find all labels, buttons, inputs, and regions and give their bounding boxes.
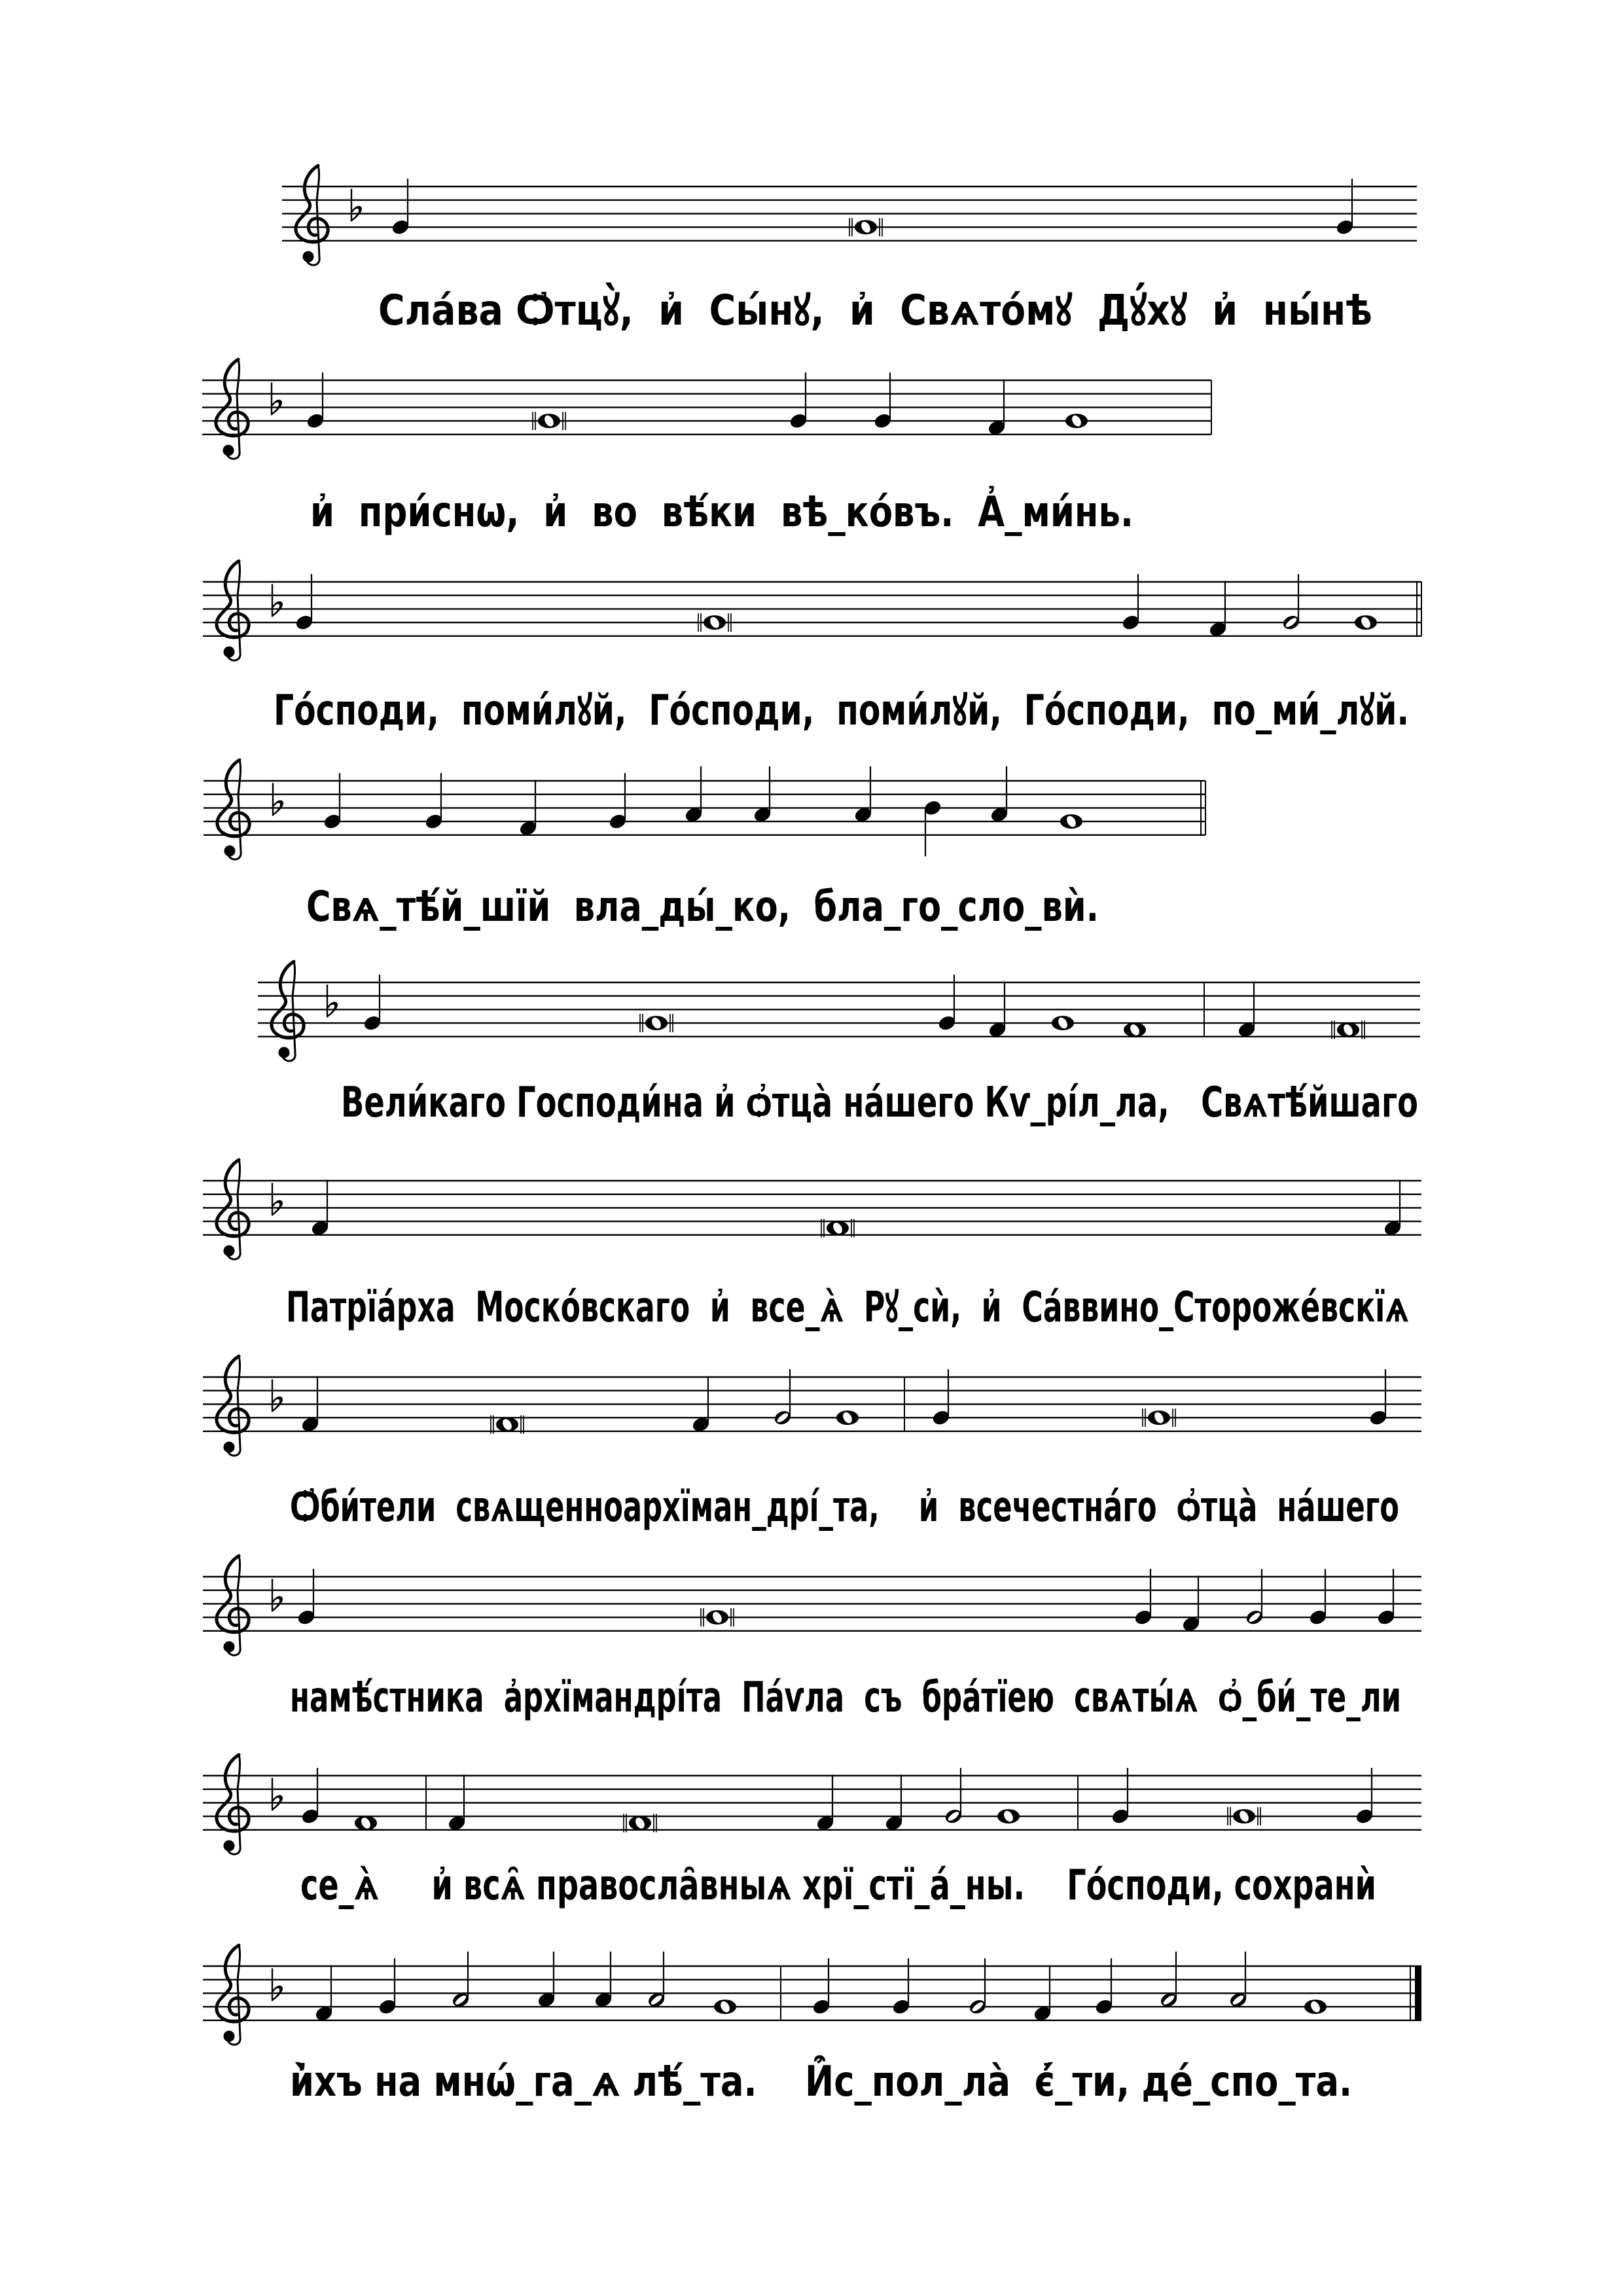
note-quarter-G4 [1368, 1369, 1389, 1427]
lyric-line-10: и҆̀хъ на мнѡ́_га_ѧ лѣ́_та. И҆̑с_пол_ла̀ є҆́_ти, де́_спо_та. [290, 2058, 1352, 2106]
staff [203, 582, 1421, 636]
system-6 [203, 1160, 1421, 1259]
staff [203, 1181, 1421, 1235]
note-whole-G4 [1060, 814, 1082, 829]
lyric-line-2: и҆ при́снѡ, и҆ во вѣ́ки вѣ_ко́въ. А҆_ми́нь. [310, 488, 1133, 537]
note-quarter-G4 [300, 1768, 321, 1825]
note-quarter-G4 [1376, 1569, 1397, 1626]
staff [202, 380, 1211, 435]
system-7 [203, 1356, 1421, 1456]
note-whole-F4 [355, 1816, 377, 1830]
final-barline-thick [1415, 1965, 1421, 2021]
note-quarter-G4 [812, 1958, 832, 2016]
system-9 [203, 1755, 1421, 1854]
system-10 [203, 1945, 1421, 2045]
flat-icon [327, 984, 338, 1017]
treble-clef-icon [296, 166, 328, 265]
note-quarter-G4 [937, 975, 957, 1032]
note-quarter-G4 [323, 773, 343, 831]
treble-clef-icon [217, 1356, 249, 1456]
note-quarter-G4 [1335, 179, 1355, 236]
note-quarter-G4 [873, 372, 893, 430]
note-whole-G4 [1065, 414, 1088, 428]
note-quarter-G4 [608, 773, 628, 831]
system-8 [203, 1556, 1421, 1655]
lyric-line-4: Свѧ_тѣ́й_шїй вла_ды́_ко, бла_го_сло_вѝ. [306, 883, 1099, 931]
flat-icon [272, 1968, 283, 2001]
system-4 [204, 760, 1205, 859]
system-3 [203, 561, 1421, 660]
note-quarter-G4 [789, 372, 809, 430]
note-quarter-G4 [378, 1958, 398, 2016]
treble-clef-icon [217, 760, 249, 859]
note-half-G4 [1281, 574, 1302, 632]
lyric-line-3: Го́споди, поми́лꙋй, Го́споди, поми́лꙋй, Го́споди, по_ми́_лꙋй. [274, 687, 1409, 735]
note-whole-G4 [714, 2000, 736, 2014]
flat-icon [272, 1579, 283, 1611]
flat-icon [272, 584, 283, 617]
note-quarter-G4 [294, 574, 315, 632]
treble-clef-icon [217, 561, 249, 660]
note-quarter-G4 [1308, 1569, 1329, 1626]
note-quarter-G4 [1094, 1958, 1115, 2016]
lyric-line-9: се_ѧ̀ и҆ всѧ̑ правосла̑вныѧ хрї_стї_а́_ны. Го́споди, сохранѝ [300, 1861, 1376, 1910]
system-5 [258, 961, 1420, 1061]
note-quarter-G4 [1111, 1768, 1131, 1825]
note-quarter-G4 [363, 975, 383, 1032]
treble-clef-icon [216, 359, 248, 459]
note-quarter-G4 [931, 1369, 952, 1427]
lyric-line-5: Вели́каго Господи́на и҆ ѻ҆тца̀ на́шего Кѵ_рі́л_ла, Свѧтѣ́йшаго [341, 1079, 1418, 1127]
system-1 [282, 166, 1417, 265]
lyric-line-1: Сла́ва Ѻ҆тцꙋ̀, и҆ Сы́нꙋ, и҆ Свѧто́мꙋ Дꙋ́хꙋ и҆ ны́нѣ [378, 287, 1372, 335]
note-half-G4 [968, 1958, 988, 2016]
note-quarter-G4 [391, 179, 411, 236]
staff [203, 1377, 1421, 1431]
note-quarter-G4 [1121, 574, 1141, 632]
flat-icon [272, 1183, 283, 1215]
treble-clef-icon [217, 1160, 249, 1259]
lyric-line-7: Ѻ҆би́тели свѧщенноархїман_дрі́_та, и҆ всечестна́го ѻ҆тца̀ на́шего [290, 1483, 1399, 1532]
staff [203, 1577, 1421, 1631]
note-half-G4 [1245, 1569, 1265, 1626]
note-quarter-G4 [1133, 1569, 1154, 1626]
treble-clef-icon [272, 961, 304, 1061]
treble-clef-icon [217, 1755, 249, 1854]
treble-clef-icon [217, 1945, 249, 2045]
flat-icon [351, 188, 362, 221]
flat-icon [272, 1379, 283, 1412]
note-half-G4 [944, 1768, 964, 1825]
flat-icon [272, 382, 282, 415]
note-whole-G4 [1052, 1016, 1074, 1030]
lyric-line-6: Патрїа́рха Моско́вскаго и҆ все_ѧ̀ Рꙋ_сѝ, и҆ Са́ввино_Стороже́вскїѧ [286, 1283, 1409, 1332]
staff [204, 781, 1205, 835]
note-whole-G4 [997, 1809, 1020, 1823]
note-half-G4 [773, 1369, 793, 1427]
note-quarter-G4 [424, 773, 444, 831]
note-whole-G4 [1304, 2000, 1327, 2014]
note-quarter-G4 [891, 1958, 912, 2016]
note-whole-G4 [1355, 615, 1377, 630]
note-quarter-G4 [1355, 1768, 1375, 1825]
note-quarter-Bb4 [923, 799, 943, 857]
note-quarter-G4 [296, 1569, 317, 1626]
flat-icon [272, 1778, 283, 1810]
note-whole-F4 [1124, 1022, 1146, 1037]
lyric-line-8: намѣ́стника а҆рхїмандрі́та Па́ѵла съ бра́тїею свѧты́ѧ ѻ҆_би́_те_ли [290, 1674, 1401, 1722]
note-quarter-G4 [306, 372, 326, 430]
note-whole-G4 [836, 1410, 859, 1425]
system-2 [202, 359, 1211, 459]
flat-icon [273, 783, 283, 816]
treble-clef-icon [217, 1556, 249, 1655]
